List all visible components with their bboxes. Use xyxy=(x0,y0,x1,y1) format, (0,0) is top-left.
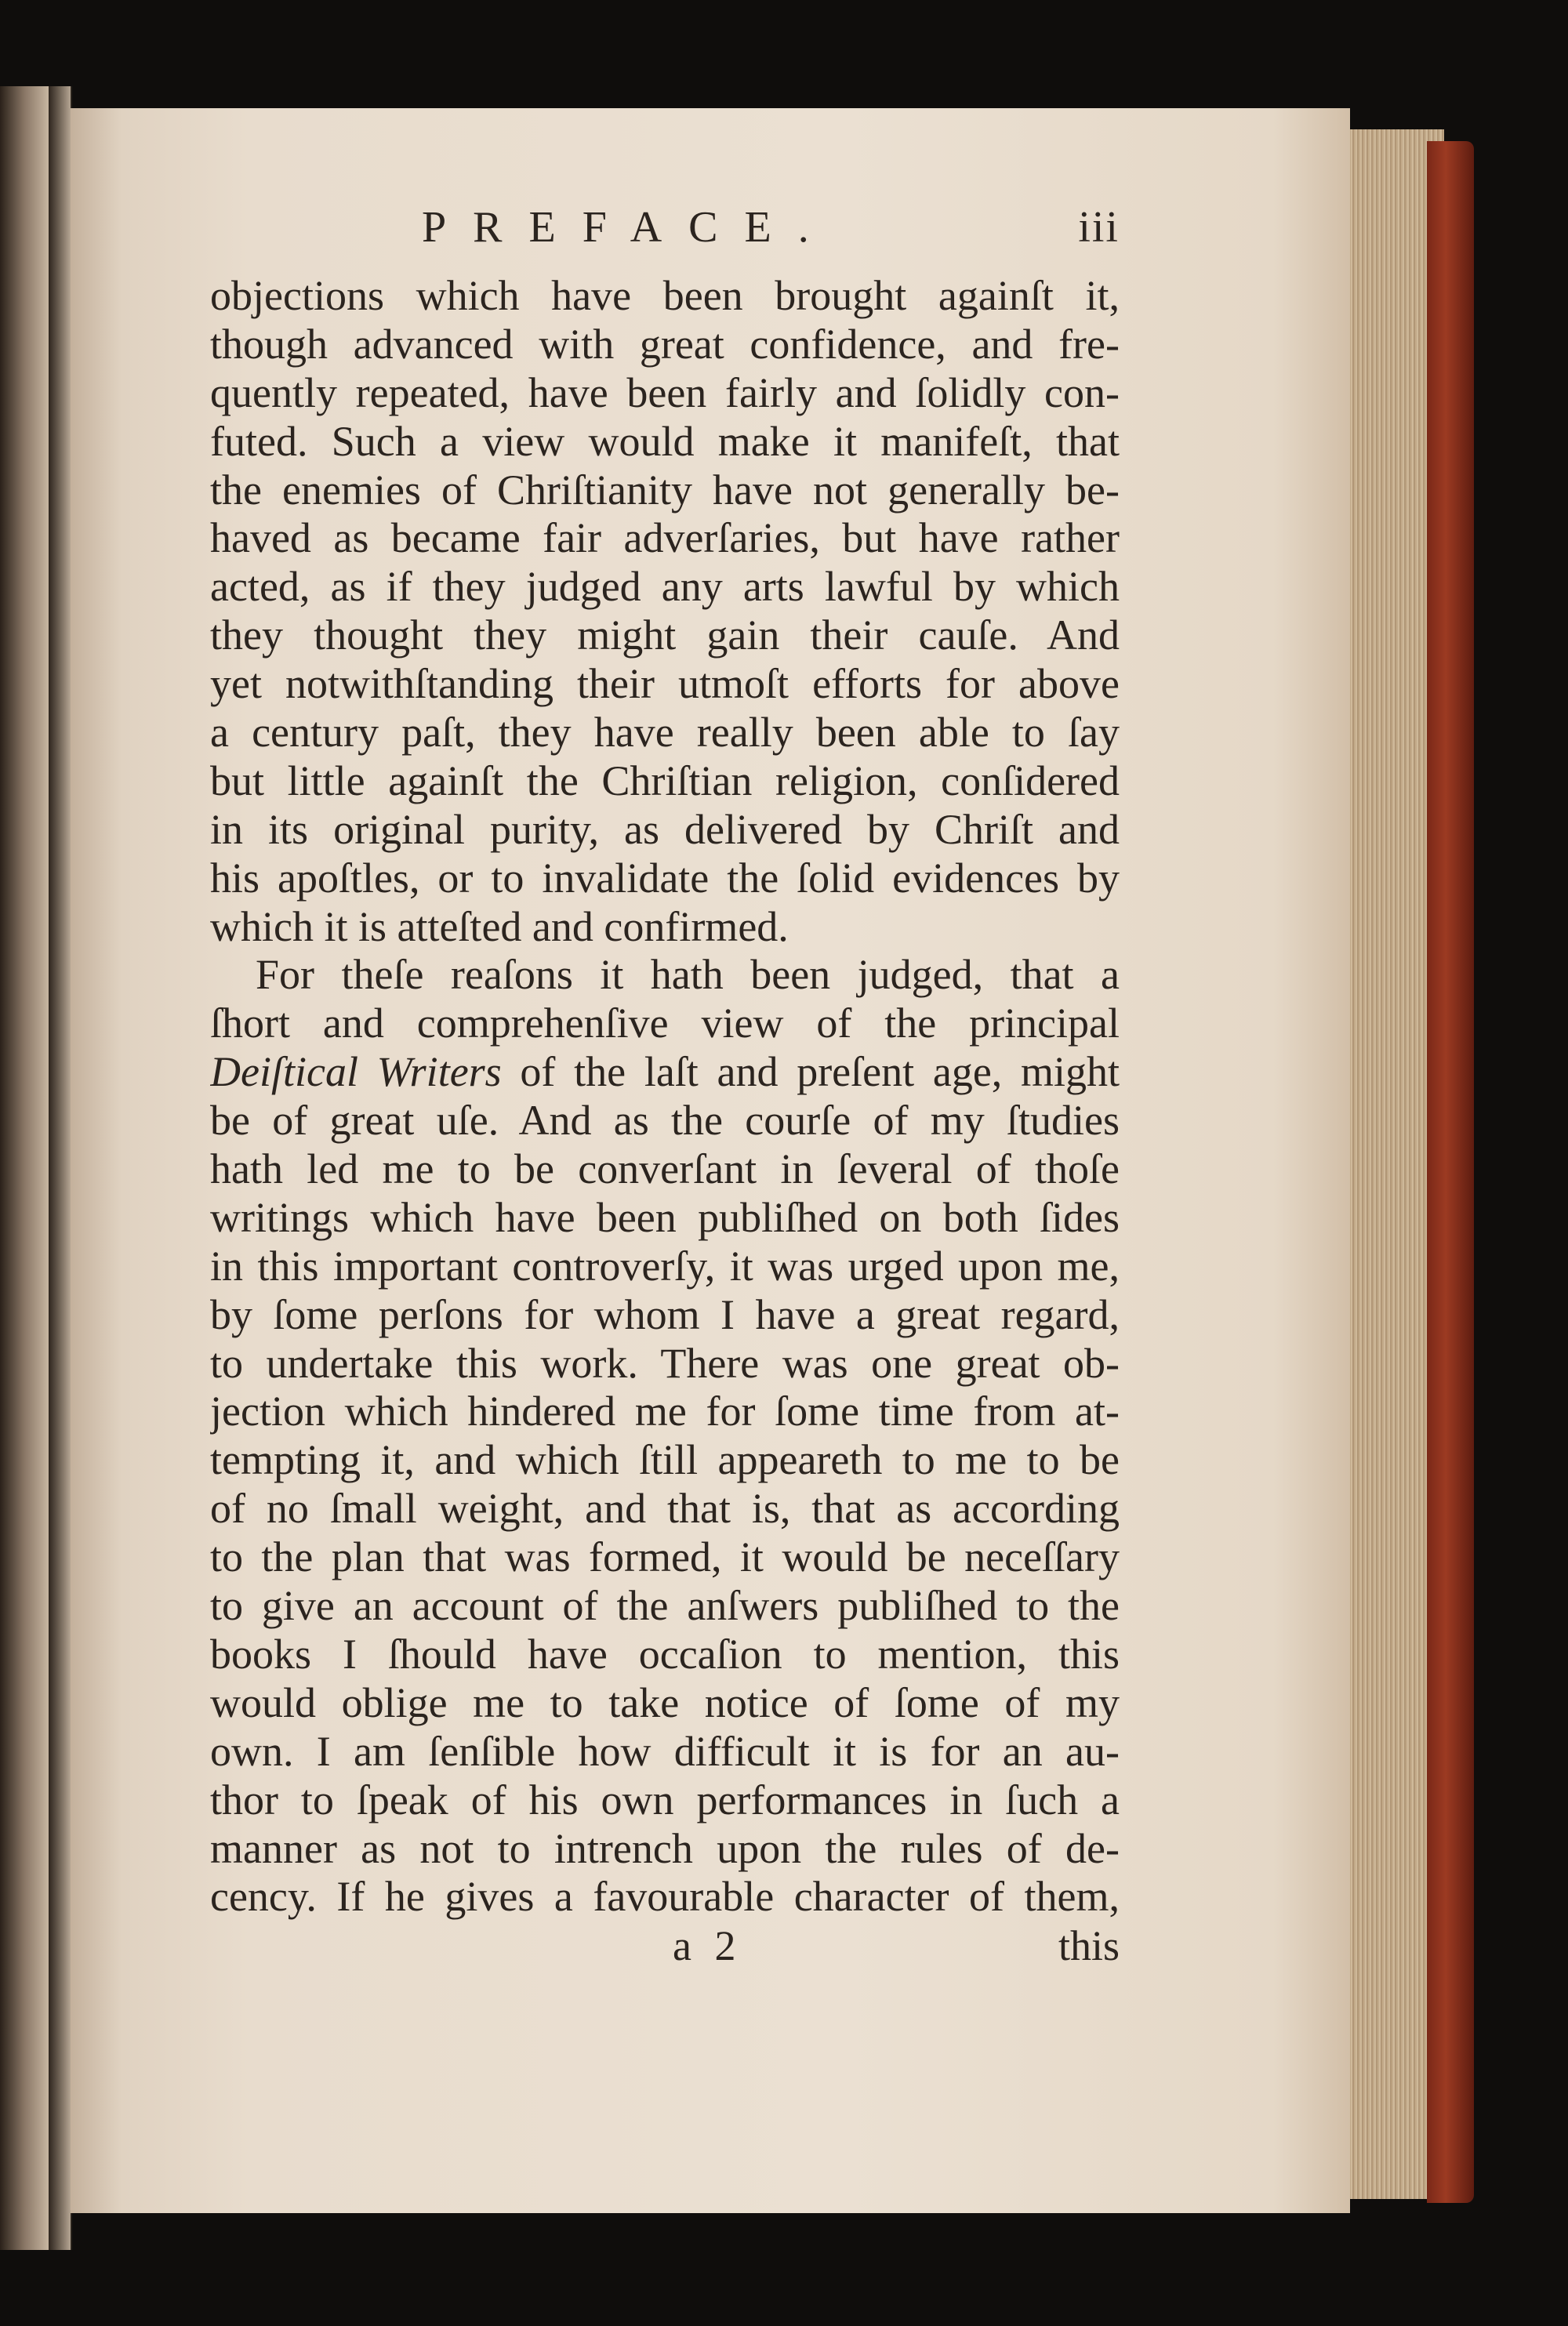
text-line: which it is atteſted and confirmed. xyxy=(210,902,789,950)
text-line: be of great uſe. And as the courſe of my ſtudies xyxy=(210,1097,1120,1145)
text-line: jection which hindered me for ſome time from at- xyxy=(210,1388,1120,1435)
running-head xyxy=(210,205,1120,272)
text-line: books I ſhould have occaſion to mention, this xyxy=(210,1630,1120,1678)
text-line: tempting it, and which ſtill appeareth to me to be xyxy=(210,1436,1120,1484)
text-line: acted, as if they judged any arts lawful by which xyxy=(210,563,1120,611)
paragraph-first-line: For theſe reaſons it hath been judged, that a xyxy=(256,951,1120,999)
text-line: own. I am ſenſible how difficult it is for an au- xyxy=(210,1727,1120,1775)
text-line: in its original purity, as delivered by Chriſt and xyxy=(210,805,1120,853)
italic-phrase: Deiſtical Writers xyxy=(210,1048,502,1096)
text-segment: of the laſt and preſent age, might xyxy=(501,1048,1120,1096)
text-line: to the plan that was formed, it would be neceſſary xyxy=(210,1533,1120,1581)
page-number: iii xyxy=(1078,203,1120,252)
body-text xyxy=(210,272,1120,1921)
text-line: a century paſt, they have really been able to ſay xyxy=(210,709,1120,757)
text-line: of no ſmall weight, and that is, that as according xyxy=(210,1485,1120,1533)
gutter-shadow xyxy=(49,86,72,2250)
text-block xyxy=(210,205,1120,1970)
text-line: the enemies of Chriſtianity have not generally be- xyxy=(210,466,1120,513)
text-line: they thought they might gain their cauſe. And xyxy=(210,611,1120,659)
text-line: objections which have been brought againſt it, xyxy=(210,272,1120,319)
direction-line xyxy=(210,1921,1120,1970)
text-line: cency. If he gives a favourable character of them, xyxy=(210,1873,1120,1921)
text-line: writings which have been publiſhed on both ſides xyxy=(210,1193,1120,1241)
text-line: to undertake this work. There was one great ob- xyxy=(210,1339,1120,1387)
text-line: yet notwithſtanding their utmoſt efforts for above xyxy=(210,660,1120,708)
text-line: hath led me to be converſant in ſeveral of thoſe xyxy=(210,1145,1120,1193)
text-line: haved as became fair adverſaries, but have rather xyxy=(210,514,1120,562)
text-line: ſhort and comprehenſive view of the principal xyxy=(210,1000,1120,1047)
catchword: this xyxy=(1058,1922,1120,1970)
text-line: manner as not to intrench upon the rules of de- xyxy=(210,1824,1120,1872)
text-line: his apoſtles, or to invalidate the ſolid evidences by xyxy=(210,854,1120,902)
text-line: would oblige me to take notice of ſome of my xyxy=(210,1678,1120,1726)
text-line: in this important controverſy, it was urged upon me, xyxy=(210,1242,1120,1290)
book-cover-edge xyxy=(1427,141,1474,2203)
text-line: though advanced with great confidence, and fre- xyxy=(210,320,1120,368)
text-line: futed. Such a view would make it manifeſt, that xyxy=(210,417,1120,465)
running-title: PREFACE. xyxy=(422,203,836,252)
text-line: thor to ſpeak of his own performances in ſuch a xyxy=(210,1776,1120,1823)
text-line: to give an account of the anſwers publiſhed to the xyxy=(210,1582,1120,1630)
text-line: quently repeated, have been fairly and ſolidly con- xyxy=(210,368,1120,416)
text-line: but little againſt the Chriſtian religion, conſidered xyxy=(210,757,1120,804)
signature-mark: a 2 xyxy=(673,1922,742,1970)
text-line xyxy=(210,1048,1120,1097)
text-line: by ſome perſons for whom I have a great regard, xyxy=(210,1290,1120,1338)
